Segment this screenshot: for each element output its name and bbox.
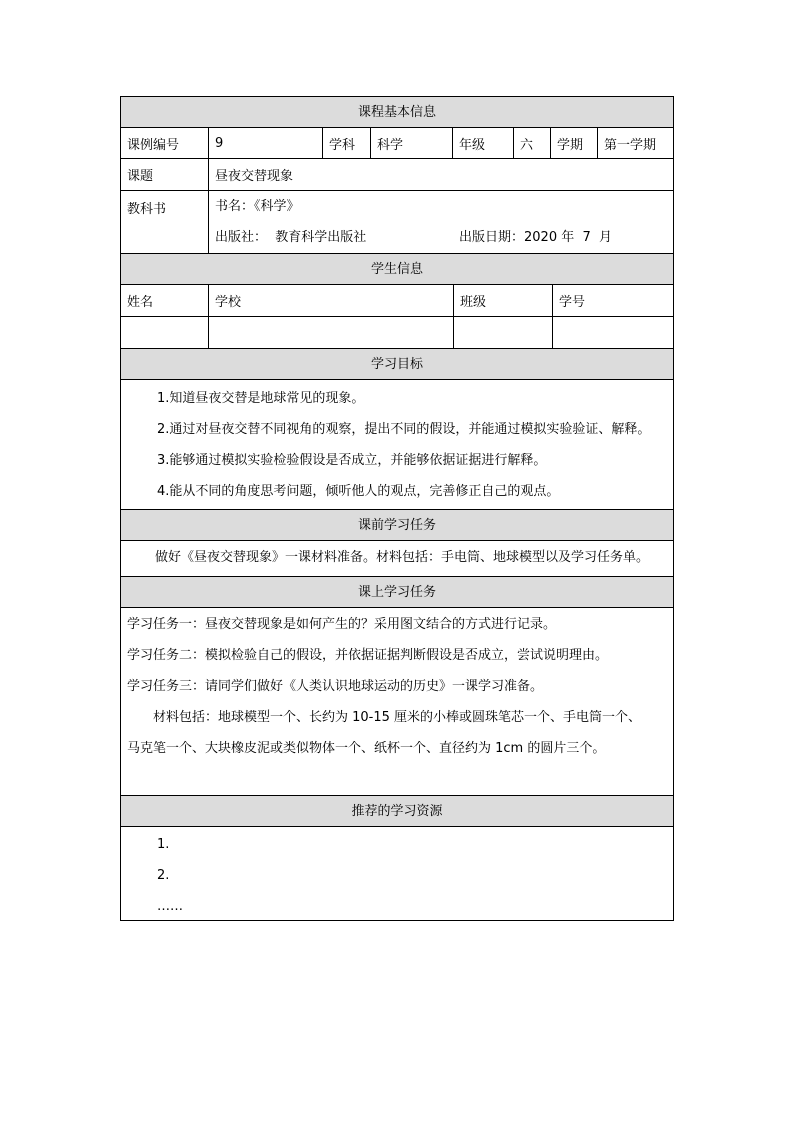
class-label: 班级 bbox=[454, 285, 553, 316]
student-info-values bbox=[120, 317, 674, 349]
term-label: 学期 bbox=[551, 128, 598, 158]
subject-value: 科学 bbox=[371, 128, 453, 158]
materials-line: 材料包括：地球模型一个、长约为 10-15 厘米的小棒或圆珠笔芯一个、手电筒一个、 bbox=[153, 710, 642, 725]
section-header-course-info: 课程基本信息 bbox=[120, 96, 674, 128]
name-field[interactable] bbox=[121, 317, 209, 348]
resources-block bbox=[120, 827, 674, 921]
resource-item: 1. bbox=[157, 837, 170, 852]
section-header-student-info: 学生信息 bbox=[120, 254, 674, 285]
topic-label: 课题 bbox=[121, 159, 209, 190]
term-value: 第一学期 bbox=[604, 137, 657, 153]
publisher: 出版社： 教育科学出版社 bbox=[215, 230, 367, 245]
resource-item: 2. bbox=[157, 868, 170, 883]
lesson-plan-table bbox=[120, 96, 674, 921]
name-label: 姓名 bbox=[121, 285, 209, 316]
task-item: 学习任务一：昼夜交替现象是如何产生的？采用图文结合的方式进行记录。 bbox=[127, 617, 557, 632]
lesson-no-value: 9 bbox=[209, 128, 323, 158]
textbook-row bbox=[120, 191, 674, 254]
resource-item: …… bbox=[157, 899, 183, 914]
grade-label: 年级 bbox=[453, 128, 514, 158]
book-name: 书名：《科学》 bbox=[215, 199, 300, 214]
task-item: 学习任务三：请同学们做好《人类认识地球运动的历史》一课学习准备。 bbox=[127, 679, 544, 694]
goal-item: 4.能从不同的角度思考问题，倾听他人的观点，完善修正自己的观点。 bbox=[157, 484, 560, 499]
student-info-labels bbox=[120, 285, 674, 317]
grade-value: 六 bbox=[514, 128, 551, 158]
section-header-in-class-task: 课上学习任务 bbox=[120, 577, 674, 608]
section-header-pre-class-task: 课前学习任务 bbox=[120, 510, 674, 541]
student-id-field[interactable] bbox=[553, 317, 673, 348]
in-class-task-block bbox=[120, 608, 674, 796]
textbook-label: 教科书 bbox=[121, 191, 209, 253]
topic-value: 昼夜交替现象 bbox=[215, 169, 294, 184]
goal-item: 1.知道昼夜交替是地球常见的现象。 bbox=[157, 391, 365, 406]
class-field[interactable] bbox=[454, 317, 553, 348]
subject-label: 学科 bbox=[323, 128, 371, 158]
publisher-line bbox=[215, 222, 612, 253]
topic-row bbox=[120, 159, 674, 191]
student-id-label: 学号 bbox=[559, 295, 586, 310]
learning-goals-block bbox=[120, 380, 674, 510]
course-info-row-1 bbox=[120, 128, 674, 159]
pre-class-task-text: 做好《昼夜交替现象》一课材料准备。材料包括：手电筒、地球模型以及学习任务单。 bbox=[155, 550, 650, 565]
task-item: 学习任务二：模拟检验自己的假设，并依据证据判断假设是否成立，尝试说明理由。 bbox=[127, 648, 609, 663]
goal-item: 2.通过对昼夜交替不同视角的观察，提出不同的假设，并能通过模拟实验验证、解释。 bbox=[157, 422, 651, 437]
school-field[interactable] bbox=[209, 317, 454, 348]
section-header-resources: 推荐的学习资源 bbox=[120, 796, 674, 827]
goal-item: 3.能够通过模拟实验检验假设是否成立，并能够依据证据进行解释。 bbox=[157, 453, 547, 468]
lesson-no-label: 课例编号 bbox=[121, 128, 209, 158]
publication-date: 出版日期：2020 年 7 月 bbox=[459, 230, 613, 245]
textbook-info bbox=[209, 191, 673, 253]
school-label: 学校 bbox=[209, 285, 454, 316]
materials-line: 马克笔一个、大块橡皮泥或类似物体一个、纸杯一个、直径约为 1cm 的圆片三个。 bbox=[127, 741, 606, 756]
pre-class-task-block bbox=[120, 541, 674, 577]
section-header-learning-goals: 学习目标 bbox=[120, 349, 674, 380]
